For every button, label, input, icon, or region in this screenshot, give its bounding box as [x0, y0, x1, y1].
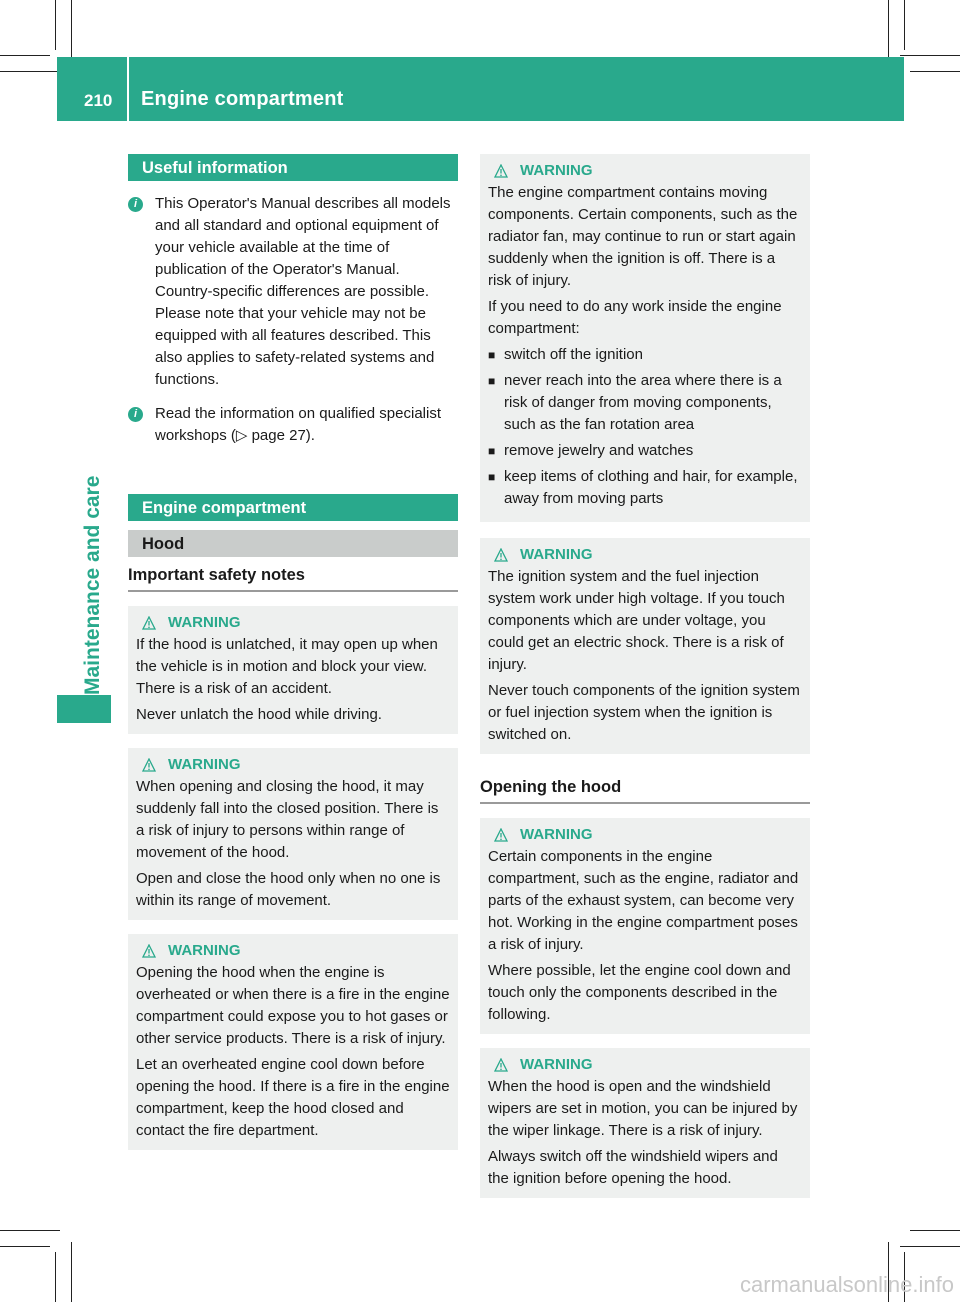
- warning-label: WARNING: [168, 942, 241, 959]
- bullet-icon: ■: [488, 348, 496, 362]
- right-column: [480, 154, 810, 1198]
- warning-box: [480, 1048, 810, 1198]
- warning-text: Never touch components of the ignition system or fuel injection system when the ignition is switched on.: [488, 682, 800, 743]
- list-item: [488, 344, 802, 366]
- crop-mark: [0, 55, 50, 56]
- chapter-tab-marker: [57, 695, 111, 723]
- warning-label: WARNING: [168, 614, 241, 631]
- warning-text: The ignition system and the fuel injection system work under high voltage. If you touch components which are under voltage, you could get an electric shock. There is a risk of injury.: [488, 568, 785, 673]
- bullet-list: [488, 344, 802, 510]
- warning-triangle-icon: [142, 944, 156, 958]
- left-column: [128, 154, 458, 1150]
- warning-triangle-icon: [142, 758, 156, 772]
- heading-safety-notes: Important safety notes: [128, 564, 458, 592]
- list-item-text: keep items of clothing and hair, for example, away from moving parts: [504, 468, 798, 507]
- warning-label: WARNING: [520, 1056, 593, 1073]
- crop-mark: [900, 1246, 960, 1247]
- header-divider: [127, 57, 129, 121]
- warning-header: [488, 824, 802, 846]
- warning-box: [480, 538, 810, 754]
- subsection-banner-hood: Hood: [128, 530, 458, 557]
- warning-triangle-icon: [494, 828, 508, 842]
- warning-triangle-icon: [494, 164, 508, 178]
- warning-box: [128, 934, 458, 1150]
- heading-opening-hood: Opening the hood: [480, 776, 810, 804]
- warning-label: WARNING: [520, 546, 593, 563]
- list-item-text: never reach into the area where there is a risk of danger from moving components, such as the fan rotation area: [504, 372, 782, 433]
- crop-mark: [71, 0, 72, 60]
- crop-mark: [71, 1242, 72, 1302]
- warning-text: Opening the hood when the engine is overheated or when there is a fire in the engine compartment could expose you to hot gases or other service products. There is a risk of injury.: [136, 964, 450, 1047]
- crop-mark: [55, 0, 56, 50]
- warning-text: When opening and closing the hood, it may suddenly fall into the closed position. There is a risk of injury to persons within range of movement of the hood.: [136, 778, 439, 861]
- warning-text: If you need to do any work inside the engine compartment:: [488, 298, 782, 337]
- list-item: [488, 370, 802, 436]
- warning-triangle-icon: [494, 548, 508, 562]
- warning-header: [488, 160, 802, 182]
- info-note: [128, 403, 458, 447]
- warning-header: [136, 612, 450, 634]
- list-item-text: switch off the ignition: [504, 346, 643, 363]
- warning-label: WARNING: [168, 756, 241, 773]
- crop-mark: [0, 1230, 60, 1231]
- warning-text: Open and close the hood only when no one is within its range of movement.: [136, 870, 441, 909]
- warning-triangle-icon: [142, 616, 156, 630]
- warning-text: The engine compartment contains moving components. Certain components, such as the radiator fan, may continue to run or start again suddenly when the ignition is off. There is a risk of injury.: [488, 184, 798, 289]
- warning-header: [488, 1054, 802, 1076]
- info-text-part: Read the information on qualified specialist workshops (: [155, 405, 442, 444]
- crop-mark: [910, 1230, 960, 1231]
- crop-mark: [904, 0, 905, 50]
- section-banner-engine: Engine compartment: [128, 494, 458, 521]
- list-item: [488, 466, 802, 510]
- crop-mark: [888, 0, 889, 60]
- warning-text: If the hood is unlatched, it may open up when the vehicle is in motion and block your view. There is a risk of an accident.: [136, 636, 438, 697]
- crop-mark: [900, 55, 960, 56]
- crop-mark: [0, 1246, 50, 1247]
- warning-text: Certain components in the engine compartment, such as the engine, radiator and parts of the exhaust system, can become very hot. Working in the engine compartment poses a risk of injury.: [488, 848, 799, 953]
- info-text: This Operator's Manual describes all models and all standard and optional equipment of your vehicle available at the time of publication of the Operator's Manual. Country-specific differences are possible. Please note that your vehicle may not be equipped with all features described. This also applies to safety-related systems and functions.: [155, 195, 451, 388]
- chapter-tab-label: Maintenance and care: [81, 475, 104, 695]
- info-icon: i: [128, 407, 143, 422]
- info-text: [155, 403, 458, 447]
- info-note: [128, 193, 458, 391]
- crop-mark: [55, 1252, 56, 1302]
- warning-header: [136, 940, 450, 962]
- warning-text: Where possible, let the engine cool down and touch only the components described in the following.: [488, 962, 791, 1023]
- page-title: Engine compartment: [141, 88, 344, 110]
- warning-text: When the hood is open and the windshield wipers are set in motion, you can be injured by the wiper linkage. There is a risk of injury.: [488, 1078, 798, 1139]
- warning-box: [128, 606, 458, 734]
- warning-box: [480, 818, 810, 1034]
- list-item: [488, 440, 802, 462]
- warning-triangle-icon: [494, 1058, 508, 1072]
- watermark: carmanualsonline.info: [739, 1272, 954, 1297]
- bullet-icon: ■: [488, 444, 496, 458]
- warning-text: Let an overheated engine cool down before opening the hood. If there is a fire in the engine compartment, keep the hood closed and contact the fire department.: [136, 1056, 450, 1139]
- warning-text: Always switch off the windshield wipers and the ignition before opening the hood.: [488, 1148, 778, 1187]
- warning-box: [128, 748, 458, 920]
- section-banner-useful-info: Useful information: [128, 154, 458, 181]
- page-number: 210: [84, 91, 113, 110]
- warning-label: WARNING: [520, 826, 593, 843]
- bullet-icon: ■: [488, 470, 496, 484]
- crop-mark: [910, 71, 960, 72]
- page-reference[interactable]: page 27).: [247, 427, 315, 444]
- bullet-icon: ■: [488, 374, 496, 388]
- list-item-text: remove jewelry and watches: [504, 442, 694, 459]
- warning-box: [480, 154, 810, 522]
- warning-label: WARNING: [520, 162, 593, 179]
- crop-mark: [0, 71, 60, 72]
- page-reference-arrow-icon[interactable]: ▷: [235, 427, 248, 444]
- info-icon: i: [128, 197, 143, 212]
- warning-header: [136, 754, 450, 776]
- warning-text: Never unlatch the hood while driving.: [136, 706, 382, 723]
- warning-header: [488, 544, 802, 566]
